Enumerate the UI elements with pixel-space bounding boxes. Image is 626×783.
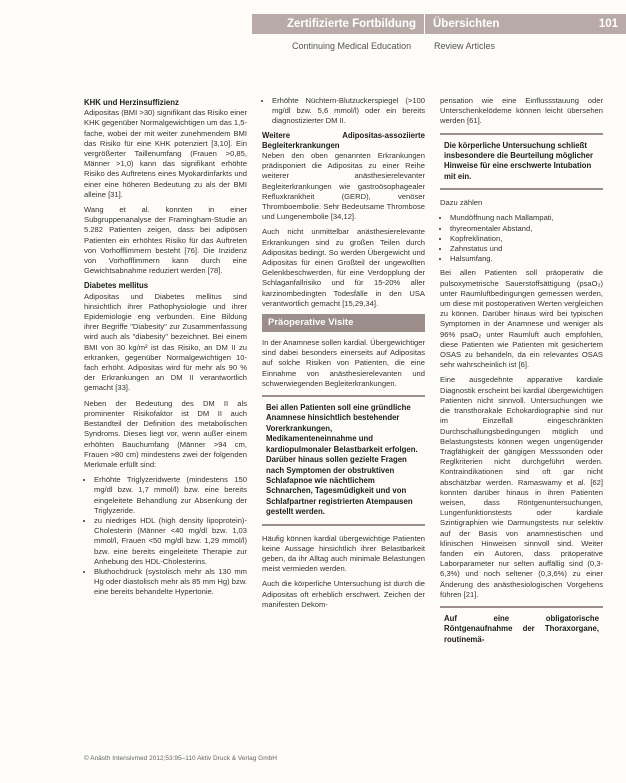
page-footer: © Anästh Intensivmed 2012;53:95–110 Aktiv Druck & Verlag GmbH — [84, 755, 277, 762]
callout-box: Bei allen Patienten soll eine gründliche Anamnese hinsichtlich bestehender Vorerkrankungen, Medikamenteneinnahme und kardiopulmonaler Belastbarkeit erfolgen. Darüber hinaus sollen gezielte Fragen nach Symptomen der obstruktiven Schlafapnoe wie nächtlichem Schnarchen, Tagesmüdigkeit und von Schlafpartner registrierten Atempausen gestellt werden. — [262, 395, 425, 525]
list-item: • thyreomentaler Abstand, — [450, 224, 603, 234]
list-item: • Zahnstatus und — [450, 244, 603, 254]
list-item: • Halsumfang. — [450, 254, 603, 264]
paragraph: pensation wie eine Einflussstauung oder Unterschenkelödeme können leicht übersehen werden [61]. — [440, 96, 603, 126]
header-section-title: Zertifizierte Fortbildung — [286, 18, 416, 30]
paragraph: Adipositas und Diabetes mellitus sind hinsichtlich ihrer Pathophysiologie und ihrer Epidemiologie eng verbunden. Eine Bildung ihrer Begriffe "Diabesity" zur Zusammenfassung wird auch als "diabesity" bezeichnet. Bei einem BMI von 30 kg/m² ist das Risiko, an DM II zu erkranken, gegenüber Normalgewichtigen 10-fach erhöht. Adipositas wird für mehr als 90 % der Erkrankungen an DM II verantwortlich gemacht [33]. — [84, 291, 247, 393]
paragraph: Eine ausgedehnte apparative kardiale Diagnostik erscheint bei kardial übergewichtigen Patienten nicht sinnvoll. Untersuchungen wie die transthorakale Echokardiographie sind nur im Einzelfall eingeschränkten Durchschallungsbedingungen möglich und Belastungstests können wegen ungenügender Tragfähigkeit der gängigen Messsonden oder Reglkriterien nicht durchgeführt werden. Kontraindikationen sind oft gar nicht abschätzbar werden. Ramaswamy et al. [62] konnten darüber hinaus in ihren Patienten weisen, dass Röntgenuntersuchungen, Lungenfunktionstests oder kardiale Szintigraphien wie Darmungstests nur selektiv auf der Basis von anamnestischen und klinischen Hinweisen sinnvoll sind. Weiter fanden ein Autoren, dass präoperative Laborparameter nur selten auffällig sind (0,3-6,3%) und noch seltener (0,3,6%) zu einer Änderung des anästhesiologischen Vorgehens führen [21]. — [440, 375, 603, 599]
criteria-list — [84, 475, 247, 597]
list-item: • Kopfreklination, — [450, 234, 603, 244]
paragraph: Neben der Bedeutung des DM II als prominenter Risikofaktor ist DM II auch Bestandteil der Definition des metabolischen Syndroms. Dieses liegt vor, wenn außer einem erhöhten Bauchumfang (Männer >94 cm, Frauen >80 cm) mindestens zwei der folgenden Merkmale erfüllt sind: — [84, 398, 247, 469]
header-subtitle-left: Continuing Medical Education — [292, 41, 412, 51]
running-header-bar — [252, 14, 626, 34]
paragraph: Auch die körperliche Untersuchung ist durch die Adipositas oft erheblich erschwert. Zeichen der manifesten Dekom- — [262, 579, 425, 609]
paragraph: In der Anamnese sollen kardial. Übergewichtiger sind dabei besonders einerseits auf Adipositas auf solche Risiken von Patienten, die eine Einnahme von anästhesierelevanten und schwerwiegenden Begleiterkrankungen. — [262, 338, 425, 388]
list-item: • zu niedriges HDL (high density lipoprotein)-Cholesterin (Männer <40 mg/dl bzw. 1,03 mmol/l, Frauen <50 mg/dl bzw. 1,29 mmol/l) bzw. eine bereits eingeleitete Therapie zur Anhebung des HDL-Cholesterins. — [94, 516, 247, 567]
paragraph: Wang et al. konnten in einer Subgruppenanalyse der Framingham-Studie an 5.282 Patienten zeigen, dass bei adipösen Patienten ein erhöhtes Risiko für das Auftreten von Vorhofflimmern besteht [76]. Die Inzidenz von Vorhofflimmern kann durch eine Gewichtsabnahme reduziert werden [78]. — [84, 205, 247, 276]
header-subtitle-right: Review Articles — [434, 41, 496, 51]
paragraph: Dazu zählen — [440, 198, 483, 208]
paragraph: Bei allen Patienten soll präoperativ die pulsoxymetrische Sauerstoffsättigung (psaO₂) unter Raumluftbedingungen gemessen werden, um diese mit postoperativen Werten vergleichen zu können. Darüber hinaus wird bei typischen Symptomen in der Anamnese und weniger als 96% psaO₂ unter Raumluft auch empfohlen, diese Patienten wie Patienten mit gesichertem OSAS zu behandeln, da ein relevantes OSAS sehr wahrscheinlich ist [6]. — [440, 268, 603, 370]
callout-box-bottom: Auf eine obligatorische Röntgenaufnahme der Thoraxorgane, routinemä- — [440, 606, 603, 645]
list-item: • Erhöhte Nüchtern-Blutzuckerspiegel (>100 mg/dl bzw. 5,6 mmol/l) oder ein bereits diagnostizierter DM II. — [272, 96, 425, 127]
column-2 — [262, 96, 425, 615]
exam-list — [440, 213, 603, 264]
heading-comorbidities: Weitere Adipositas-assoziierte Begleiterkrankungen — [262, 130, 425, 150]
column-1 — [84, 98, 247, 602]
list-item: • Bluthochdruck (systolisch mehr als 130 mm Hg oder diastolisch mehr als 85 mm Hg) bzw. eine bereits behandelte Hypertonie. — [94, 567, 247, 598]
list-item: • Mundöffnung nach Mallampati, — [450, 213, 603, 223]
heading-diabetes: Diabetes mellitus — [84, 281, 149, 291]
paragraph: Adipositas (BMI >30) signifikant das Risiko einer KHK gegenüber Normalgewichtigen um das 1,5-fache, wobei der mit weiter zunehmendem BMI das Risiko für eine KHK potenziert [3,10]. Ein vergrößerter Taillenumfang (Frauen >0,85, Männer >1,0) kann das signifikant erhöhte Risiko des Auftretens eines Myokardinfarkts und einer eine höheren Bedeutung zu als der BMI alleine [31]. — [84, 108, 247, 199]
paragraph: Häufig können kardial übergewichtige Patienten keine Aussage hinsichtlich ihrer Belastbarkeit geben, da ihr Alltag auch minimale Belastungen meist vermieden werden. — [262, 533, 425, 574]
column-3 — [440, 96, 603, 645]
header-category: Übersichten — [433, 18, 500, 30]
page-number: 101 — [598, 18, 618, 30]
list-item: • Erhöhte Triglyzeridwerte (mindestens 150 mg/dl bzw. 1,7 mmol/l) bzw. eine bereits eingeleitete Behandlung zur Absenkung der Triglyzeride. — [94, 475, 247, 516]
paragraph: Neben den oben genannten Erkrankungen prädisponiert die Adipositas zu einer Reihe weiterer anästhesierelevanter Begleiterkrankungen wie gastroösophagealer Refluxkrankheit (GERD), venöser Thromboembolie. Sehr Bedeutsame Thrombose und Lungenembolie [34,12]. — [262, 151, 425, 222]
section-heading-preop: Präoperative Visite — [262, 314, 425, 332]
callout-box: Die körperliche Untersuchung schließt insbesondere die Beurteilung möglicher Hinweise für eine erschwerte Intubation mit ein. — [440, 133, 603, 191]
paragraph: Auch nicht unmittelbar anästhesierelevante Erkrankungen sind zu großen Teilen durch Adipositas bedingt. So werden Übergewicht und Adipositas für einen Großteil der ungewollten Gelenkbeschwerden, für eine Verdopplung der Schlaganfallrisiko und für 15-20% aller karzinombedingten Todesfälle in den USA verantwortlich gemacht [15,29,34]. — [262, 227, 425, 308]
criteria-list-continued — [262, 96, 425, 127]
heading-khk: KHK und Herzinsuffizienz — [84, 98, 179, 107]
